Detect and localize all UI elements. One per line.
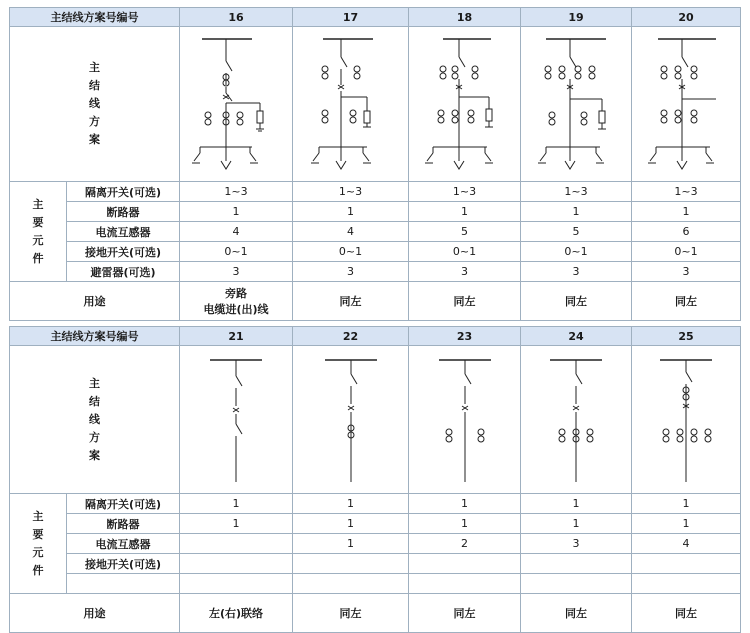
use-value: 旁路 电缆进(出)线 xyxy=(180,282,293,321)
scheme-number: 16 xyxy=(180,8,293,27)
component-count: 1 xyxy=(632,202,741,222)
component-name: 电流互感器 xyxy=(67,222,180,242)
use-value: 同左 xyxy=(632,594,741,633)
diagram-22 xyxy=(293,346,409,494)
diagram-18 xyxy=(409,27,521,182)
use-value: 同左 xyxy=(409,282,521,321)
diagram-19 xyxy=(521,27,632,182)
component-count xyxy=(632,574,741,594)
scheme-table-2 xyxy=(9,326,741,633)
use-value: 同左 xyxy=(521,594,632,633)
component-count xyxy=(409,574,521,594)
component-count: 0~1 xyxy=(180,242,293,262)
component-count: 1 xyxy=(521,202,632,222)
wiring-diagram-23 xyxy=(415,348,515,492)
wiring-diagram-19 xyxy=(526,29,626,179)
component-count: 1~3 xyxy=(293,182,409,202)
component-count xyxy=(293,554,409,574)
component-count: 1 xyxy=(521,514,632,534)
diagram-24 xyxy=(521,346,632,494)
component-count: 0~1 xyxy=(293,242,409,262)
scheme-number: 22 xyxy=(293,327,409,346)
component-count: 0~1 xyxy=(632,242,741,262)
diagram-25 xyxy=(632,346,741,494)
header-label: 主结线方案号编号 xyxy=(10,8,180,27)
header-row xyxy=(10,8,741,27)
component-count: 1 xyxy=(180,514,293,534)
component-row xyxy=(10,534,741,554)
component-row xyxy=(10,574,741,594)
diagram-row xyxy=(10,346,741,494)
component-name: 断路器 xyxy=(67,202,180,222)
use-value: 同左 xyxy=(293,282,409,321)
diagram-row xyxy=(10,27,741,182)
component-count: 1~3 xyxy=(409,182,521,202)
component-count: 0~1 xyxy=(521,242,632,262)
component-name: 电流互感器 xyxy=(67,534,180,554)
wiring-diagram-22 xyxy=(301,348,401,492)
component-row xyxy=(10,514,741,534)
component-count xyxy=(521,574,632,594)
use-row xyxy=(10,282,741,321)
component-count: 3 xyxy=(409,262,521,282)
component-count: 1~3 xyxy=(180,182,293,202)
diagram-label: 主 结 线 方 案 xyxy=(10,346,180,494)
component-count: 1~3 xyxy=(521,182,632,202)
component-count: 4 xyxy=(180,222,293,242)
component-count: 1 xyxy=(293,202,409,222)
use-value: 同左 xyxy=(632,282,741,321)
component-count: 1 xyxy=(632,494,741,514)
scheme-table-1 xyxy=(9,7,741,321)
components-label: 主 要 元 件 xyxy=(10,182,67,282)
component-count: 3 xyxy=(180,262,293,282)
diagram-label: 主 结 线 方 案 xyxy=(10,27,180,182)
use-value: 同左 xyxy=(293,594,409,633)
component-count: 1 xyxy=(521,494,632,514)
component-name xyxy=(67,574,180,594)
wiring-diagram-17 xyxy=(301,29,401,179)
component-count: 1 xyxy=(409,494,521,514)
component-count: 1~3 xyxy=(632,182,741,202)
component-count: 3 xyxy=(521,534,632,554)
component-count xyxy=(409,554,521,574)
use-value: 同左 xyxy=(521,282,632,321)
component-row xyxy=(10,554,741,574)
use-label: 用途 xyxy=(10,282,180,321)
diagram-20 xyxy=(632,27,741,182)
component-count xyxy=(180,554,293,574)
component-count: 4 xyxy=(293,222,409,242)
component-count: 2 xyxy=(409,534,521,554)
use-value: 左(右)联络 xyxy=(180,594,293,633)
component-count: 3 xyxy=(293,262,409,282)
component-row xyxy=(10,494,741,514)
component-count: 3 xyxy=(632,262,741,282)
component-count: 3 xyxy=(521,262,632,282)
component-count: 1 xyxy=(180,202,293,222)
scheme-number: 17 xyxy=(293,8,409,27)
use-value: 同左 xyxy=(409,594,521,633)
component-row xyxy=(10,182,741,202)
scheme-number: 25 xyxy=(632,327,741,346)
wiring-diagram-24 xyxy=(526,348,626,492)
header-row xyxy=(10,327,741,346)
component-count xyxy=(632,554,741,574)
scheme-number: 21 xyxy=(180,327,293,346)
component-count xyxy=(180,574,293,594)
component-name: 隔离开关(可选) xyxy=(67,182,180,202)
use-row xyxy=(10,594,741,633)
component-count: 1 xyxy=(180,494,293,514)
component-name: 隔离开关(可选) xyxy=(67,494,180,514)
component-count: 5 xyxy=(521,222,632,242)
component-count xyxy=(180,534,293,554)
component-count: 5 xyxy=(409,222,521,242)
component-count: 4 xyxy=(632,534,741,554)
component-name: 避雷器(可选) xyxy=(67,262,180,282)
component-row xyxy=(10,242,741,262)
component-count: 6 xyxy=(632,222,741,242)
wiring-diagram-16 xyxy=(186,29,286,179)
component-name: 断路器 xyxy=(67,514,180,534)
diagram-23 xyxy=(409,346,521,494)
component-row xyxy=(10,262,741,282)
scheme-number: 18 xyxy=(409,8,521,27)
component-name: 接地开关(可选) xyxy=(67,242,180,262)
wiring-diagram-21 xyxy=(186,348,286,492)
component-count: 1 xyxy=(293,534,409,554)
wiring-diagram-18 xyxy=(415,29,515,179)
component-count: 1 xyxy=(293,494,409,514)
diagram-21 xyxy=(180,346,293,494)
component-row xyxy=(10,222,741,242)
component-count: 0~1 xyxy=(409,242,521,262)
use-label: 用途 xyxy=(10,594,180,633)
diagram-17 xyxy=(293,27,409,182)
header-label: 主结线方案号编号 xyxy=(10,327,180,346)
component-name: 接地开关(可选) xyxy=(67,554,180,574)
scheme-number: 20 xyxy=(632,8,741,27)
diagram-16 xyxy=(180,27,293,182)
component-count xyxy=(521,554,632,574)
component-count: 1 xyxy=(409,202,521,222)
component-count xyxy=(293,574,409,594)
scheme-number: 19 xyxy=(521,8,632,27)
component-count: 1 xyxy=(409,514,521,534)
wiring-diagram-20 xyxy=(636,29,736,179)
components-label: 主 要 元 件 xyxy=(10,494,67,594)
scheme-number: 23 xyxy=(409,327,521,346)
scheme-number: 24 xyxy=(521,327,632,346)
component-count: 1 xyxy=(293,514,409,534)
wiring-diagram-25 xyxy=(636,348,736,492)
component-row xyxy=(10,202,741,222)
component-count: 1 xyxy=(632,514,741,534)
